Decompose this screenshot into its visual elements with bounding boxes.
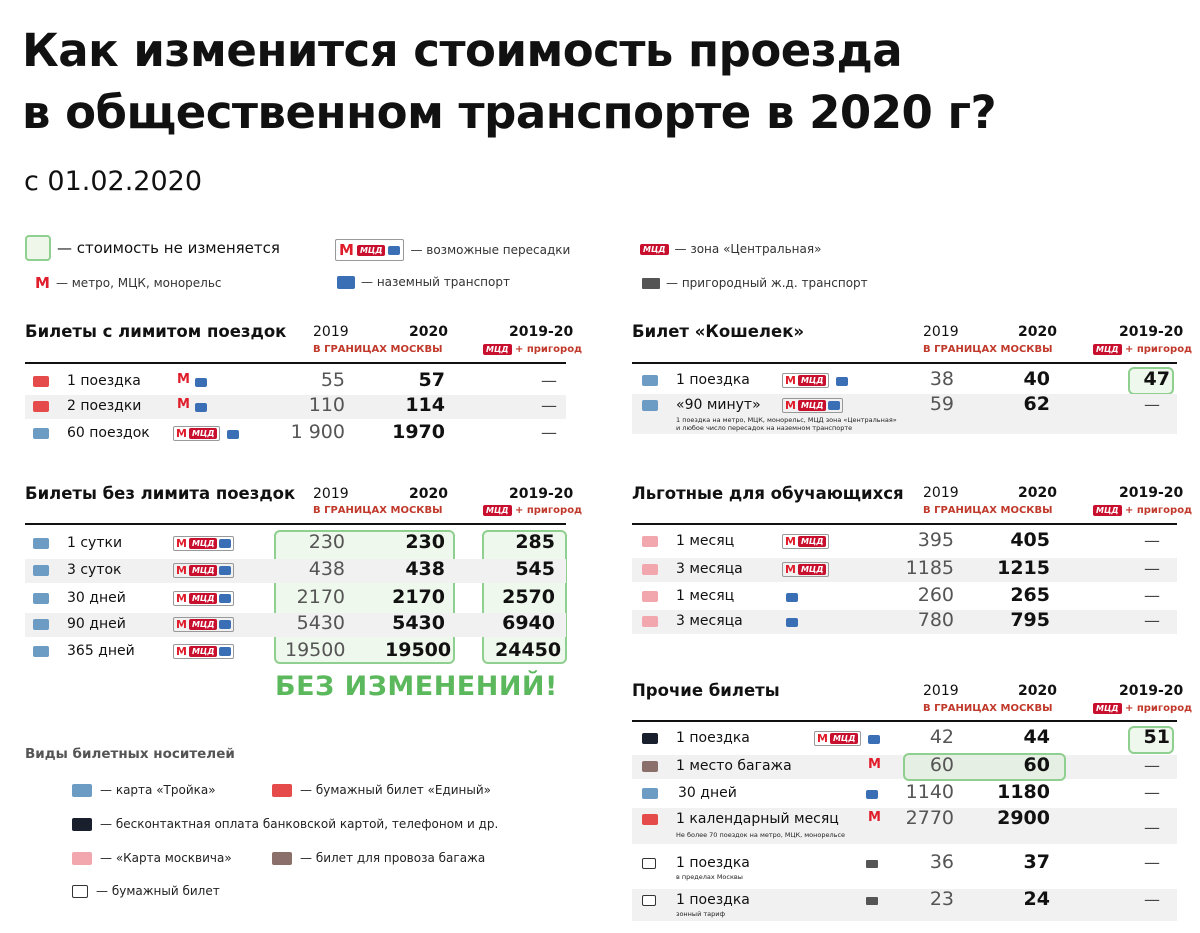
- col-2020: 2020: [1018, 683, 1057, 699]
- carrier-bank: [72, 817, 498, 831]
- plus-suburb: + пригород: [1125, 344, 1193, 355]
- price-2020: 44: [1023, 726, 1050, 748]
- table-row: [632, 530, 1177, 554]
- table-row: [632, 782, 1177, 806]
- bus-icon: [388, 246, 400, 255]
- troika-card-icon: [642, 400, 658, 411]
- table-row: [632, 889, 1177, 921]
- col-2020: 2020: [409, 486, 448, 502]
- table-row: [632, 369, 1177, 393]
- price-2019: 42: [929, 726, 954, 748]
- legend-transfers: [335, 239, 570, 261]
- price-2019-20: —: [1144, 611, 1160, 630]
- carrier-bank-text: — бесконтактная оплата банковской картой, телефоном и др.: [100, 817, 499, 831]
- ticket-note: зонный тариф: [676, 910, 726, 918]
- metro-icon: М: [176, 592, 187, 605]
- bus-icon: [219, 594, 231, 603]
- edin-card-icon: [642, 814, 658, 825]
- bus-icon: [195, 378, 207, 387]
- section-title-wallet: Билет «Кошелек»: [632, 322, 805, 341]
- bus-icon: [195, 403, 207, 412]
- bus-icon: [836, 377, 848, 386]
- col-mcd-suburb: [1093, 703, 1192, 714]
- price-2020: 230: [405, 531, 445, 553]
- price-2020: 2900: [997, 807, 1050, 829]
- price-2019-20: —: [1144, 818, 1160, 837]
- train-icon: [866, 897, 878, 905]
- edin-card-icon: [272, 784, 292, 797]
- col-mcd-suburb: [483, 344, 582, 355]
- plus-suburb: + пригород: [515, 344, 583, 355]
- metro-icon: М: [785, 535, 796, 548]
- moskvich-card-icon: [642, 536, 658, 547]
- price-2019: 1185: [905, 557, 954, 579]
- moskvich-card-icon: [642, 591, 658, 602]
- price-2019-20: 6940: [502, 612, 555, 634]
- col-mcd-suburb: [1093, 505, 1192, 516]
- divider: [632, 523, 1177, 525]
- price-2019: 19500: [285, 639, 346, 661]
- metro-mcd-bus-icon: [782, 398, 843, 413]
- bus-icon: [219, 539, 231, 548]
- metro-icon: М: [176, 427, 187, 440]
- price-2019: 36: [929, 851, 954, 873]
- metro-mcd-icon: [782, 534, 829, 549]
- metro-icon: М: [868, 810, 881, 825]
- moskvich-card-icon: [642, 564, 658, 575]
- paper-ticket-icon: [642, 858, 656, 869]
- edin-card-icon: [33, 401, 49, 412]
- metro-mcd-icon: [173, 426, 220, 441]
- price-2019: 260: [917, 584, 954, 606]
- metro-icon: М: [785, 374, 796, 387]
- moskvich-card-icon: [642, 616, 658, 627]
- price-2019-20: —: [1144, 756, 1160, 775]
- no-change-label: БЕЗ ИЗМЕНЕНИЙ!: [275, 671, 558, 702]
- price-2019: 395: [917, 529, 954, 551]
- bus-icon: [786, 593, 798, 602]
- price-2019: 38: [929, 368, 954, 390]
- train-icon: [866, 860, 878, 868]
- col-2020: 2020: [1018, 485, 1057, 501]
- ticket-name: 1 месяц: [676, 533, 735, 549]
- carrier-paper: [72, 884, 220, 898]
- price-2020: 1180: [997, 781, 1050, 803]
- bus-icon: [828, 401, 840, 410]
- bus-icon: [219, 647, 231, 656]
- page-title: [22, 20, 996, 144]
- price-2019: 110: [308, 394, 345, 416]
- green-box-icon: [25, 235, 51, 261]
- metro-mcd-bus-icon: [173, 591, 234, 606]
- metro-mcd-icon: [814, 731, 861, 746]
- col-2019-20: 2019-20: [509, 324, 574, 340]
- price-2020: 265: [1010, 584, 1050, 606]
- metro-icon: М: [785, 563, 796, 576]
- train-icon: [642, 278, 660, 289]
- mcd-icon: МЦД: [189, 593, 218, 604]
- divider: [25, 362, 566, 364]
- metro-icon: М: [177, 372, 190, 387]
- price-2019-20: —: [541, 423, 557, 442]
- price-2019: 2170: [296, 586, 345, 608]
- price-2019: 23: [929, 888, 954, 910]
- ticket-name: 60 поездок: [67, 425, 150, 441]
- mcd-icon: МЦД: [798, 375, 827, 386]
- mcd-icon: МЦД: [189, 428, 218, 439]
- table-row: [25, 422, 566, 446]
- price-2019-20: 51: [1143, 726, 1170, 748]
- ticket-note: Не более 70 поездок на метро, МЦК, монорельсе: [676, 831, 846, 839]
- price-2019-20: —: [541, 396, 557, 415]
- table-row: [25, 532, 566, 556]
- col-within-moscow: В ГРАНИЦАХ МОСКВЫ: [923, 505, 1053, 516]
- ticket-name: 3 месяца: [676, 561, 743, 577]
- title-line-2: в общественном транспорте в 2020 г?: [22, 86, 997, 139]
- troika-card-icon: [33, 593, 49, 604]
- section-title-other: Прочие билеты: [632, 681, 780, 700]
- table-row: [632, 585, 1177, 609]
- divider: [632, 362, 1177, 364]
- table-row: [632, 755, 1177, 779]
- mcd-icon: МЦД: [798, 400, 827, 411]
- price-2020: 37: [1023, 851, 1050, 873]
- table-row: [632, 558, 1177, 582]
- price-2019: 5430: [296, 612, 345, 634]
- carrier-moskvich: [72, 851, 232, 865]
- mcd-icon: МЦД: [798, 564, 827, 575]
- price-2020: 114: [405, 394, 445, 416]
- troika-card-icon: [33, 646, 49, 657]
- ticket-name: 3 суток: [67, 562, 122, 578]
- metro-icon: М: [35, 274, 50, 292]
- price-2019: 55: [320, 369, 345, 391]
- ticket-name: 1 поездка: [676, 730, 750, 746]
- price-2020: 2170: [392, 586, 445, 608]
- col-2019-20: 2019-20: [1119, 485, 1184, 501]
- mcd-icon: МЦД: [1093, 505, 1122, 516]
- col-within-moscow: В ГРАНИЦАХ МОСКВЫ: [923, 344, 1053, 355]
- section-title-limited: Билеты с лимитом поездок: [25, 322, 287, 341]
- price-2020: 62: [1023, 393, 1050, 415]
- col-2020: 2020: [1018, 324, 1057, 340]
- carrier-bag: [272, 851, 485, 865]
- bus-icon: [337, 276, 355, 289]
- legend-unchanged-text: — стоимость не изменяется: [57, 239, 280, 257]
- mcd-icon: МЦД: [189, 538, 218, 549]
- legend-ground: [337, 275, 510, 289]
- col-2020: 2020: [409, 324, 448, 340]
- troika-card-icon: [33, 428, 49, 439]
- carrier-edin: [272, 783, 491, 797]
- table-row: [632, 394, 1177, 434]
- carrier-troika: [72, 783, 216, 797]
- col-2019: 2019: [923, 485, 959, 501]
- ticket-name: 3 месяца: [676, 613, 743, 629]
- ticket-note-line: 1 поездка на метро, МЦК, монорельс, МЦД зона «Центральная»: [676, 416, 897, 424]
- metro-icon: М: [177, 397, 190, 412]
- col-mcd-suburb: [483, 505, 582, 516]
- mcd-icon: МЦД: [798, 536, 827, 547]
- mcd-icon: МЦД: [1093, 703, 1122, 714]
- col-within-moscow: В ГРАНИЦАХ МОСКВЫ: [923, 703, 1053, 714]
- price-2019: 780: [917, 609, 954, 631]
- table-row: [25, 559, 566, 583]
- price-2019-20: —: [1144, 559, 1160, 578]
- section-title-unlimited: Билеты без лимита поездок: [25, 484, 296, 503]
- col-within-moscow: В ГРАНИЦАХ МОСКВЫ: [313, 344, 443, 355]
- table-row: [25, 640, 566, 664]
- ticket-name: 90 дней: [67, 616, 126, 632]
- metro-icon: М: [176, 564, 187, 577]
- ticket-note: в пределах Москвы: [676, 873, 743, 881]
- troika-card-icon: [33, 538, 49, 549]
- metro-icon: М: [176, 618, 187, 631]
- price-2020: 438: [405, 558, 445, 580]
- col-2019-20: 2019-20: [509, 486, 574, 502]
- mcd-icon: МЦД: [1093, 344, 1122, 355]
- troika-card-icon: [642, 375, 658, 386]
- price-2019: 230: [308, 531, 345, 553]
- price-2019: 438: [308, 558, 345, 580]
- ticket-name: 1 поездка: [67, 373, 141, 389]
- ticket-name: 1 календарный месяц: [676, 811, 839, 827]
- price-2020: 1215: [997, 557, 1050, 579]
- mcd-icon: МЦД: [483, 505, 512, 516]
- plus-suburb: + пригород: [515, 505, 583, 516]
- carrier-moskvich-text: — «Карта москвича»: [100, 851, 232, 865]
- table-row: [25, 370, 566, 394]
- troika-card-icon: [72, 784, 92, 797]
- table-row: [25, 587, 566, 611]
- col-mcd-suburb: [1093, 344, 1192, 355]
- ticket-name: 1 месяц: [676, 588, 735, 604]
- price-2019: 1 900: [290, 421, 345, 443]
- legend-zone: [640, 242, 821, 256]
- price-2019-20: 285: [515, 531, 555, 553]
- carriers-title: Виды билетных носителей: [25, 746, 235, 762]
- troika-card-icon: [33, 619, 49, 630]
- bus-icon: [227, 430, 239, 439]
- plus-suburb: + пригород: [1125, 505, 1193, 516]
- transfers-icon: [335, 239, 404, 261]
- price-2020: 405: [1010, 529, 1050, 551]
- price-2019-20: —: [1144, 853, 1160, 872]
- bus-icon: [786, 618, 798, 627]
- price-2019-20: —: [1144, 586, 1160, 605]
- legend-suburban: [642, 276, 868, 290]
- table-row: [632, 808, 1177, 844]
- price-2020: 1970: [392, 421, 445, 443]
- carrier-bag-text: — билет для провоза багажа: [300, 851, 486, 865]
- mcd-icon: МЦД: [189, 565, 218, 576]
- price-2020: 19500: [385, 639, 452, 661]
- plus-suburb: + пригород: [1125, 703, 1193, 714]
- legend-transfers-text: — возможные пересадки: [410, 243, 571, 257]
- table-row: [632, 610, 1177, 634]
- ticket-name: «90 минут»: [676, 397, 761, 413]
- metro-icon: М: [176, 537, 187, 550]
- price-2019-20: 545: [515, 558, 555, 580]
- col-2019-20: 2019-20: [1119, 324, 1184, 340]
- edin-card-icon: [33, 376, 49, 387]
- ticket-name: 1 поездка: [676, 855, 750, 871]
- price-2020: 40: [1023, 368, 1050, 390]
- metro-mcd-bus-icon: [173, 617, 234, 632]
- price-2020: 24: [1023, 888, 1050, 910]
- metro-icon: М: [339, 241, 354, 259]
- metro-mcd-bus-icon: [173, 536, 234, 551]
- table-row: [632, 852, 1177, 882]
- metro-mcd-icon: [782, 562, 829, 577]
- legend-suburban-text: — пригородный ж.д. транспорт: [666, 276, 868, 290]
- effective-date: с 01.02.2020: [24, 166, 203, 197]
- ticket-name: 2 поездки: [67, 398, 142, 414]
- bus-icon: [868, 735, 880, 744]
- mcd-icon: МЦД: [830, 733, 859, 744]
- metro-mcd-bus-icon: [173, 644, 234, 659]
- section-title-students: Льготные для обучающихся: [632, 484, 904, 503]
- troika-card-icon: [33, 565, 49, 576]
- price-2019-20: —: [1144, 890, 1160, 909]
- legend-unchanged: [25, 235, 280, 261]
- paper-ticket-icon: [72, 885, 88, 898]
- title-line-1: Как изменится стоимость проезда: [22, 24, 903, 77]
- ticket-name: 1 поездка: [676, 892, 750, 908]
- price-2019-20: —: [1144, 531, 1160, 550]
- legend-zone-text: — зона «Центральная»: [674, 242, 822, 256]
- col-2019: 2019: [923, 683, 959, 699]
- baggage-ticket-icon: [642, 761, 658, 772]
- legend-metro-text: — метро, МЦК, монорельс: [55, 276, 222, 290]
- contactless-icon: [72, 818, 92, 831]
- price-2020: 5430: [392, 612, 445, 634]
- bus-icon: [866, 790, 878, 799]
- ticket-name: 1 место багажа: [676, 758, 792, 774]
- metro-icon: М: [785, 399, 796, 412]
- metro-mcd-bus-icon: [173, 563, 234, 578]
- price-2019-20: 47: [1143, 368, 1170, 390]
- ticket-note-line: и любое число пересадок на наземном транспорте: [676, 424, 853, 432]
- legend-metro: [35, 274, 222, 292]
- metro-icon: М: [176, 645, 187, 658]
- price-2019-20: —: [541, 371, 557, 390]
- legend-ground-text: — наземный транспорт: [361, 275, 510, 289]
- mcd-icon: МЦД: [189, 646, 218, 657]
- col-2019: 2019: [313, 486, 349, 502]
- price-2019-20: 2570: [502, 586, 555, 608]
- bus-icon: [219, 566, 231, 575]
- bus-icon: [219, 620, 231, 629]
- mcd-icon: МЦД: [483, 344, 512, 355]
- col-2019-20: 2019-20: [1119, 683, 1184, 699]
- price-2020: 60: [1023, 754, 1050, 776]
- troika-card-icon: [642, 788, 658, 799]
- divider: [632, 720, 1177, 722]
- metro-mcd-icon: [782, 373, 829, 388]
- ticket-name: 30 дней: [67, 590, 126, 606]
- metro-icon: М: [817, 732, 828, 745]
- col-2019: 2019: [313, 324, 349, 340]
- mcd-icon: МЦД: [640, 244, 669, 255]
- price-2020: 795: [1010, 609, 1050, 631]
- price-2019: 1140: [905, 781, 954, 803]
- table-row: [25, 613, 566, 637]
- col-within-moscow: В ГРАНИЦАХ МОСКВЫ: [313, 505, 443, 516]
- table-row: [25, 395, 566, 419]
- ticket-name: 365 дней: [67, 643, 135, 659]
- divider: [25, 523, 566, 525]
- metro-icon: М: [868, 757, 881, 772]
- price-2019: 59: [929, 393, 954, 415]
- ticket-name: 1 поездка: [676, 372, 750, 388]
- price-2020: 57: [418, 369, 445, 391]
- carrier-paper-text: — бумажный билет: [96, 884, 220, 898]
- price-2019-20: 24450: [495, 639, 562, 661]
- baggage-ticket-icon: [272, 852, 292, 865]
- price-2019-20: —: [1144, 783, 1160, 802]
- price-2019: 2770: [905, 807, 954, 829]
- carrier-troika-text: — карта «Тройка»: [100, 783, 216, 797]
- table-row: [632, 727, 1177, 751]
- price-2019: 60: [929, 754, 954, 776]
- ticket-name: 30 дней: [678, 785, 737, 801]
- contactless-icon: [642, 733, 658, 744]
- ticket-name: 1 сутки: [67, 535, 123, 551]
- price-2019-20: —: [1144, 395, 1160, 414]
- col-2019: 2019: [923, 324, 959, 340]
- paper-ticket-icon: [642, 895, 656, 906]
- ticket-note: [676, 416, 897, 432]
- carrier-edin-text: — бумажный билет «Единый»: [300, 783, 492, 797]
- mcd-icon: МЦД: [357, 245, 386, 256]
- mcd-icon: МЦД: [189, 619, 218, 630]
- moskvich-card-icon: [72, 852, 92, 865]
